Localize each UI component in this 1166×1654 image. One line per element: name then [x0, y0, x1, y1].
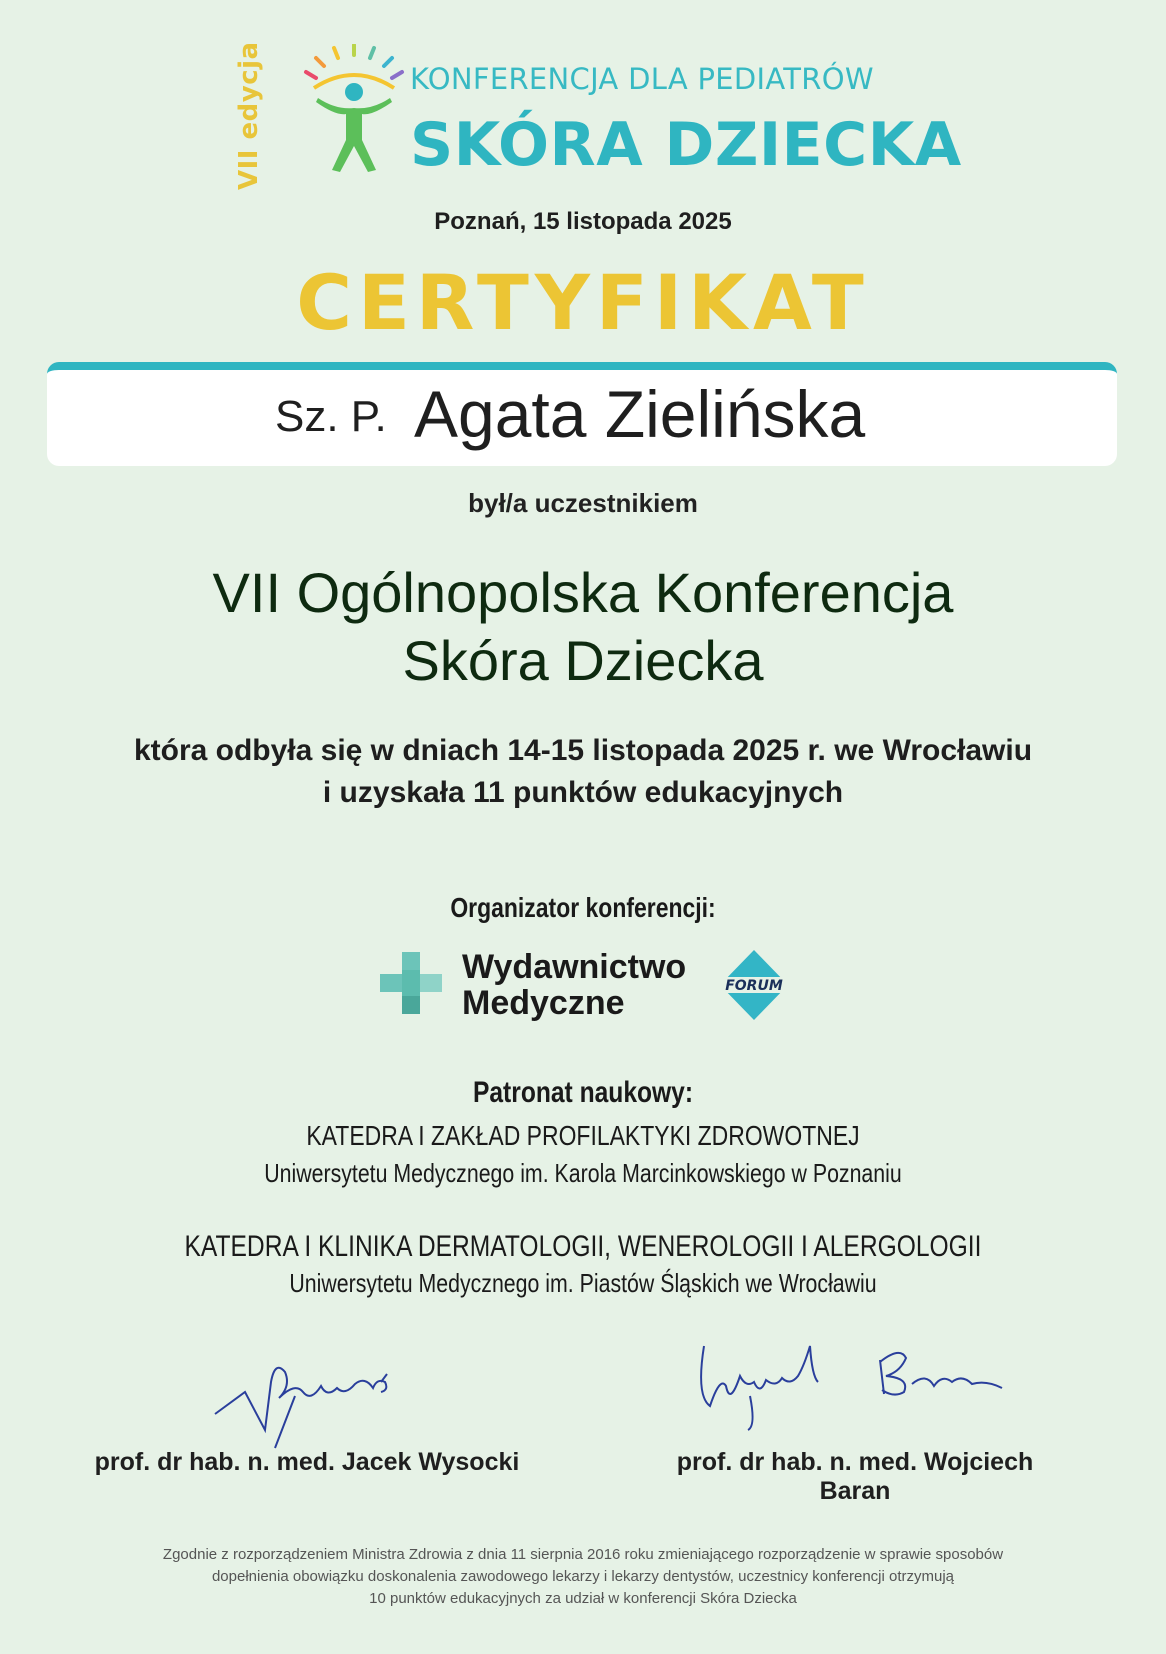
participant-role: był/a uczestnikiem [468, 488, 698, 518]
medical-cross-logo-icon [380, 952, 442, 1014]
forum-logo-icon [720, 950, 788, 1020]
svg-text:FORUM: FORUM [725, 978, 783, 994]
patronage-department-1: KATEDRA I ZAKŁAD PROFILAKTYKI ZDROWOTNEJ [306, 1120, 860, 1151]
place-date: Poznań, 15 listopada 2025 [434, 208, 732, 235]
event-description-line1: która odbyła się w dniach 14-15 listopada 2025 r. we Wrocławiu [133, 734, 1033, 767]
child-figure-logo-icon [302, 44, 406, 174]
patronage-department-2: KATEDRA I KLINIKA DERMATOLOGII, WENEROLOGII I ALERGOLOGII [184, 1230, 982, 1263]
signature-2 [690, 1336, 1020, 1436]
edition-label: VII edycja [234, 41, 264, 190]
participant-name: Agata Zielińska [414, 377, 866, 451]
signer-1-name: prof. dr hab. n. med. Jacek Wysocki [94, 1448, 520, 1476]
patronage-label: Patronat naukowy: [472, 1076, 694, 1109]
event-name-line1: VII Ogólnopolska Konferencja [212, 561, 954, 624]
patronage-university-2: Uniwersytetu Medycznego im. Piastów Śląskich we Wrocławiu [289, 1268, 877, 1298]
footnote-line3: 10 punktów edukacyjnych za udział w konferencji Skóra Dziecka [369, 1590, 797, 1607]
conference-subtitle: KONFERENCJA DLA PEDIATRÓW [410, 62, 874, 96]
signature-1 [205, 1352, 425, 1452]
salutation: Sz. P. [275, 392, 387, 441]
signer-2-name: prof. dr hab. n. med. Wojciech Baran [676, 1448, 1034, 1505]
organizer-name-line2: Medyczne [462, 984, 625, 1022]
footnote-line2: dopełnienia obowiązku doskonalenia zawodowego lekarzy i lekarzy dentystów, uczestnicy konferencji otrzymują [211, 1568, 955, 1585]
organizer-label: Organizator konferencji: [450, 892, 716, 923]
footnote-line1: Zgodnie z rozporządzeniem Ministra Zdrowia z dnia 11 sierpnia 2016 roku zmieniającego rozporządzenie w sprawie sposobów [162, 1546, 1004, 1563]
certificate-title: CERTYFIKAT [296, 258, 870, 347]
patronage-university-1: Uniwersytetu Medycznego im. Karola Marcinkowskiego w Poznaniu [264, 1158, 902, 1188]
event-description-line2: i uzyskała 11 punktów edukacyjnych [322, 776, 844, 809]
organizer-name-line1: Wydawnictwo [462, 948, 687, 986]
conference-title: SKÓRA DZIECKA [410, 110, 962, 180]
event-name-line2: Skóra Dziecka [402, 629, 764, 692]
